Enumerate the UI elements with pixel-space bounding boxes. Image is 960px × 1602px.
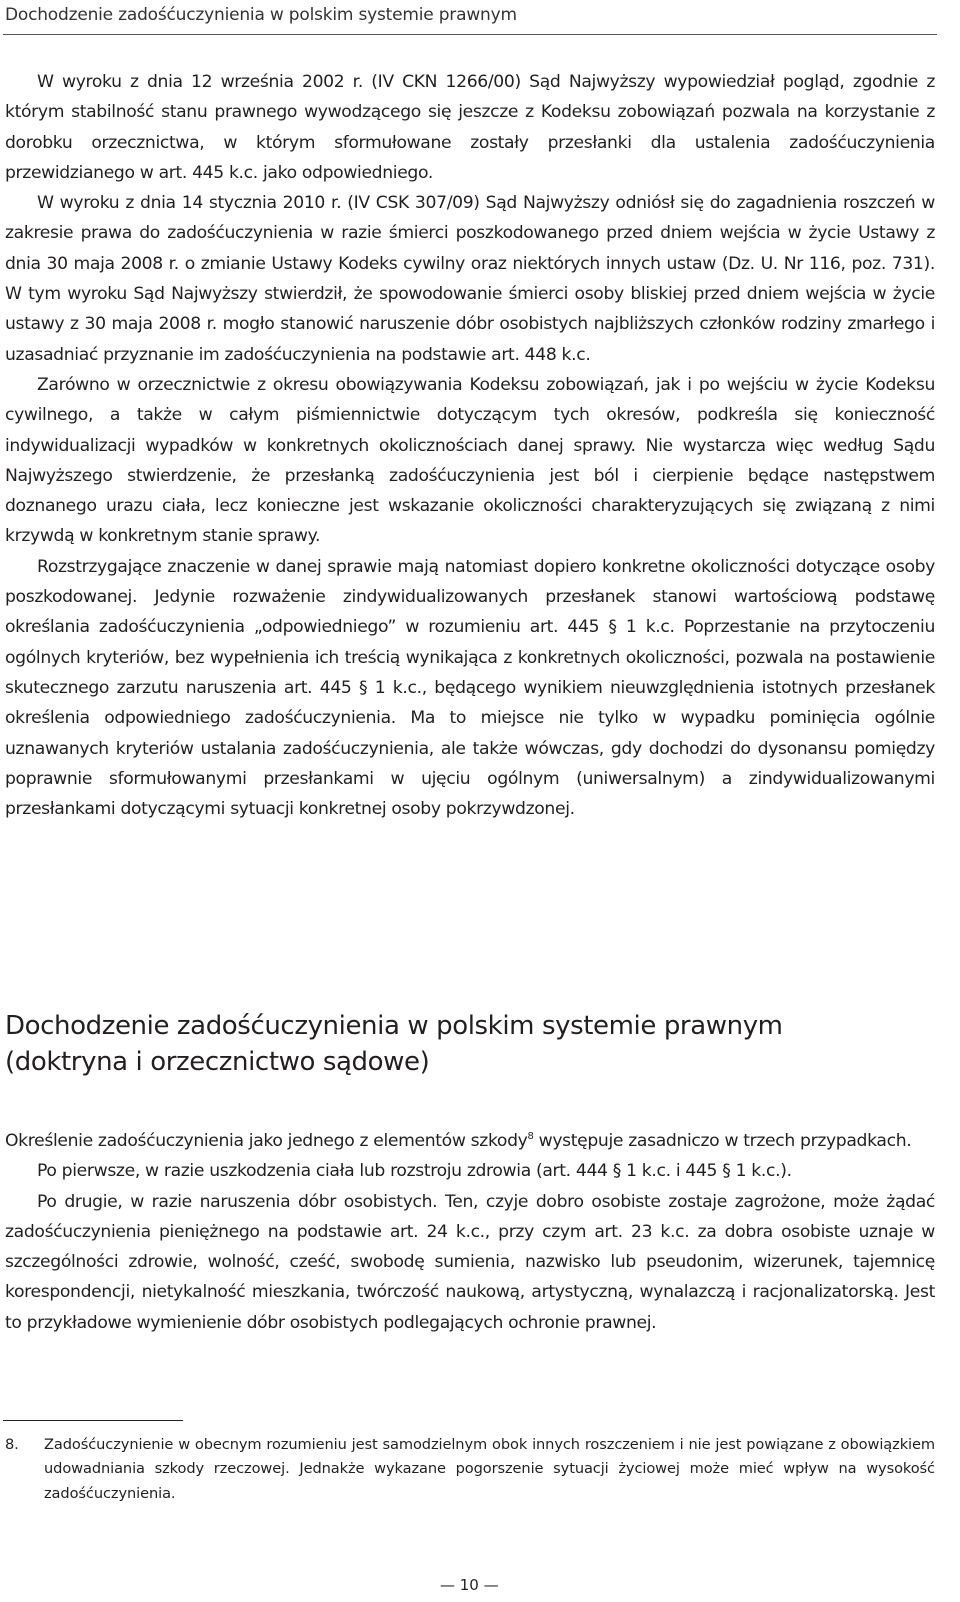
running-header: Dochodzenie zadośćuczynienia w polskim systemie prawnym bbox=[5, 5, 517, 25]
footnote bbox=[5, 1433, 935, 1506]
body-text bbox=[5, 67, 935, 824]
section-intro-paragraph bbox=[5, 1126, 935, 1156]
footnote-number: 8. bbox=[5, 1436, 19, 1453]
page-number: — 10 — bbox=[440, 1576, 499, 1594]
footnote-reference[interactable]: 8 bbox=[527, 1131, 534, 1142]
paragraph-individualization: Zarówno w orzecznictwie z okresu obowiązywania Kodeksu zobowiązań, jak i po wejściu w życie Kodeksu cywilnego, a także w całym piśmiennictwie dotyczącym tych okresów, podkreśla się konieczność indywidualizacji wypadków w konkretnych okolicznościach danej sprawy. Nie wystarcza więc według Sądu Najwyższego stwierdzenie, że przesłanką zadośćuczynienia jest ból i cierpienie będące następstwem doznanego urazu ciała, lecz konieczne jest wskazanie okoliczności charakteryzujących się związaną z nimi krzywdą w konkretnym stanie sprawy. bbox=[5, 374, 935, 547]
paragraph-second-case: Po drugie, w razie naruszenia dóbr osobistych. Ten, czyje dobro osobiste zostaje zagrożone, może żądać zadośćuczynienia pieniężnego na podstawie art. 24 k.c., przy czym art. 23 k.c. za dobra osobiste uznaje w szczególności zdrowie, wolność, cześć, swobodę sumienia, nazwisko lub pseudonim, wizerunek, tajemnicę korespondencji, nietykalność mieszkania, twórczość naukową, artystyczną, wynalazczą i racjonalizatorską. Jest to przykładowe wymienienie dóbr osobistych podlegających ochronie prawnej. bbox=[5, 1191, 935, 1333]
intro-text: Określenie zadośćuczynienia jako jednego z elementów szkody bbox=[5, 1131, 528, 1151]
intro-text-continued: występuje zasadniczo w trzech przypadkach. bbox=[533, 1131, 912, 1151]
paragraph-decisive-circumstances: Rozstrzygające znaczenie w danej sprawie mają natomiast dopiero konkretne okoliczności dotyczące osoby poszkodowanej. Jedynie rozważenie zindywidualizowanych przesłanek stanowi wartościową podstawę określania zadośćuczynienia „odpowiedniego” w rozumieniu art. 445 § 1 k.c. Poprzestanie na przytoczeniu ogólnych kryteriów, bez wypełnienia ich treścią wynikająca z konkretnych okoliczności, pozwala na postawienie skutecznego zarzutu naruszenia art. 445 § 1 k.c., będącego wynikiem nieuwzględnienia istotnych przesłanek określenia odpowiedniego zadośćuczynienia. Ma to miejsce nie tylko w wypadku pominięcia ogólnie uznawanych kryteriów ustalania zadośćuczynienia, ale także wówczas, gdy dochodzi do dysonansu pomiędzy poprawnie sformułowanymi przesłankami w ujęciu ogólnym (uniwersalnym) a zindywidualizowanymi przesłankami dotyczącymi sytuacji konkretnej osoby pokrzywdzonej. bbox=[5, 556, 935, 820]
footnote-text: Zadośćuczynienie w obecnym rozumieniu jest samodzielnym obok innych roszczeniem i nie jest powiązane z obowiązkiem udowadniania szkody rzeczowej. Jednakże wykazane pogorszenie sytuacji życiowej może mieć wpływ na wysokość zadośćuczynienia. bbox=[44, 1436, 935, 1502]
paragraph-judgment-2002: W wyroku z dnia 12 września 2002 r. (IV CKN 1266/00) Sąd Najwyższy wypowiedział pogląd, zgodnie z którym stabilność stanu prawnego wywodzącego się jeszcze z Kodeksu zobowiązań pozwala na korzystanie z dorobku orzecznictwa, w którym sformułowane zostały przesłanki dla ustalenia zadośćuczynienia przewidzianego w art. 445 k.c. jako odpowiedniego. bbox=[5, 72, 935, 183]
header-divider bbox=[3, 34, 937, 35]
footnote-divider bbox=[3, 1420, 183, 1421]
section-body bbox=[5, 1126, 935, 1338]
section-heading bbox=[5, 1008, 935, 1080]
section-heading-line2: (doktryna i orzecznictwo sądowe) bbox=[5, 1047, 430, 1077]
paragraph-judgment-2010: W wyroku z dnia 14 stycznia 2010 r. (IV CSK 307/09) Sąd Najwyższy odniósł się do zagadnienia roszczeń w zakresie prawa do zadośćuczynienia w razie śmierci poszkodowanego przed dniem wejścia w życie Ustawy z dnia 30 maja 2008 r. o zmianie Ustawy Kodeks cywilny oraz niektórych innych ustaw (Dz. U. Nr 116, poz. 731). W tym wyroku Sąd Najwyższy stwierdził, że spowodowanie śmierci osoby bliskiej przed dniem wejścia w życie ustawy z 30 maja 2008 r. mogło stanowić naruszenie dóbr osobistych najbliższych członków rodziny zmarłego i uzasadniać przyznanie im zadośćuczynienia na podstawie art. 448 k.c. bbox=[5, 193, 935, 365]
section bbox=[5, 1008, 935, 1338]
section-heading-line1: Dochodzenie zadośćuczynienia w polskim systemie prawnym bbox=[5, 1011, 783, 1041]
paragraph-first-case: Po pierwsze, w razie uszkodzenia ciała lub rozstroju zdrowia (art. 444 § 1 k.c. i 445 § 1 k.c.). bbox=[37, 1161, 792, 1182]
